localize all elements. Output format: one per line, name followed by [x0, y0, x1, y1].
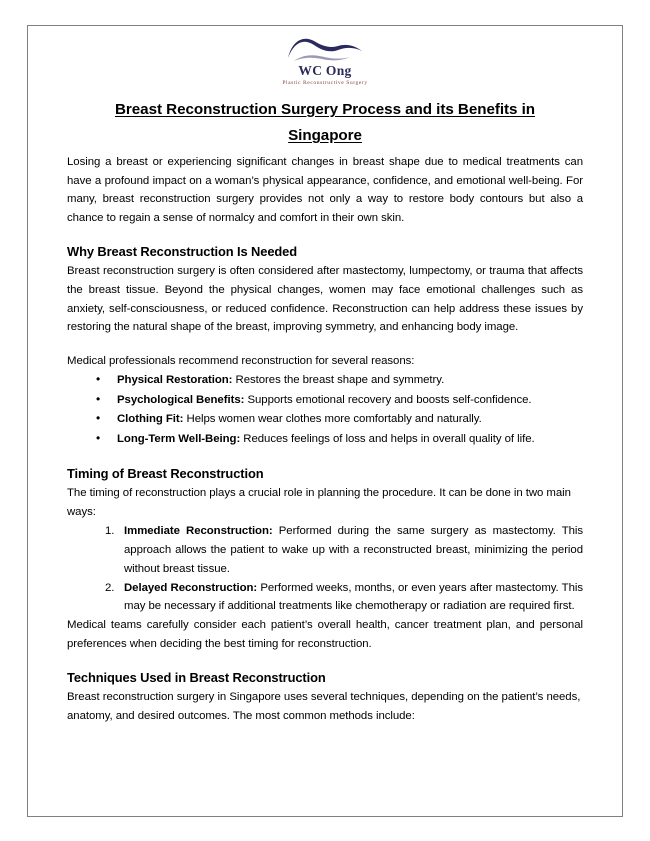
list-item-text: Performed weeks, months, or even years after mastectomy. This may be necessary if additional treatments like chemotherapy or radiation are required first.	[124, 581, 583, 613]
bullet-list-intro: Medical professionals recommend reconstruction for several reasons:	[67, 354, 415, 367]
list-item	[106, 391, 583, 410]
page-title	[67, 97, 583, 149]
list-item-text: Supports emotional recovery and boosts self-confidence.	[244, 393, 532, 406]
list-item-term: Physical Restoration:	[117, 374, 233, 387]
timing-numbered-list	[67, 522, 583, 616]
document-page	[27, 25, 623, 817]
timing-closing-paragraph: Medical teams carefully consider each patient’s overall health, cancer treatment plan, and personal preferences when deciding the best timing for reconstruction.	[67, 619, 583, 650]
list-item-text: Restores the breast shape and symmetry.	[232, 374, 445, 387]
section-paragraph-techniques: Breast reconstruction surgery in Singapore uses several techniques, depending on the patient’s needs, anatomy, and desired outcomes. The most common methods include:	[67, 691, 581, 722]
list-item-term: Long-Term Well-Being:	[117, 432, 241, 445]
list-item-term: Psychological Benefits:	[117, 393, 245, 406]
wave-swoosh-icon	[284, 36, 366, 64]
list-item	[106, 410, 583, 429]
section-heading-why-needed: Why Breast Reconstruction Is Needed	[67, 244, 298, 260]
list-item-text: Reduces feelings of loss and helps in overall quality of life.	[240, 432, 535, 445]
section-paragraph-why-needed: Breast reconstruction surgery is often considered after mastectomy, lumpectomy, or trauma that affects the breast tissue. Beyond the physical changes, women may face emotional challenges such as anxiety, self-consciousness, or reduced confidence. Reconstruction can help address these issues by restoring the natural shape of the breast, improving symmetry, and enhancing body image.	[67, 265, 583, 334]
page-title-line-1: Breast Reconstruction Surgery Process and its Benefits in	[115, 101, 535, 118]
list-item-text: Performed during the same surgery as mastectomy. This approach allows the patient to wake up with a reconstructed breast, minimizing the period without breast tissue.	[124, 525, 584, 575]
list-item-term: Clothing Fit:	[117, 413, 184, 426]
company-logo	[28, 26, 622, 87]
logo-tagline: Plastic Reconstructive Surgery	[282, 80, 368, 86]
list-item	[109, 522, 583, 578]
section-paragraph-timing: The timing of reconstruction plays a crucial role in planning the procedure. It can be done in two main ways:	[67, 486, 571, 518]
list-item	[106, 430, 583, 449]
list-item	[106, 371, 583, 390]
page-title-line-2: Singapore	[288, 127, 362, 144]
list-item-term: Immediate Reconstruction:	[124, 525, 273, 538]
section-heading-timing: Timing of Breast Reconstruction	[67, 465, 264, 481]
list-item-term: Delayed Reconstruction:	[124, 581, 258, 594]
intro-paragraph: Losing a breast or experiencing significant changes in breast shape due to medical treatments can have a profound impact on a woman’s physical appearance, confidence, and emotional well-being. For many, breast reconstruction surgery provides not only a way to restore body contours but also a chance to regain a sense of normalcy and comfort in their own skin.	[67, 156, 583, 224]
reasons-bullet-list	[67, 371, 583, 449]
list-item-text: Helps women wear clothes more comfortably and naturally.	[183, 413, 482, 426]
section-heading-techniques: Techniques Used in Breast Reconstruction	[67, 670, 326, 686]
logo-company-name: WC Ong	[298, 63, 352, 78]
list-item	[109, 579, 583, 617]
document-content	[67, 87, 583, 726]
